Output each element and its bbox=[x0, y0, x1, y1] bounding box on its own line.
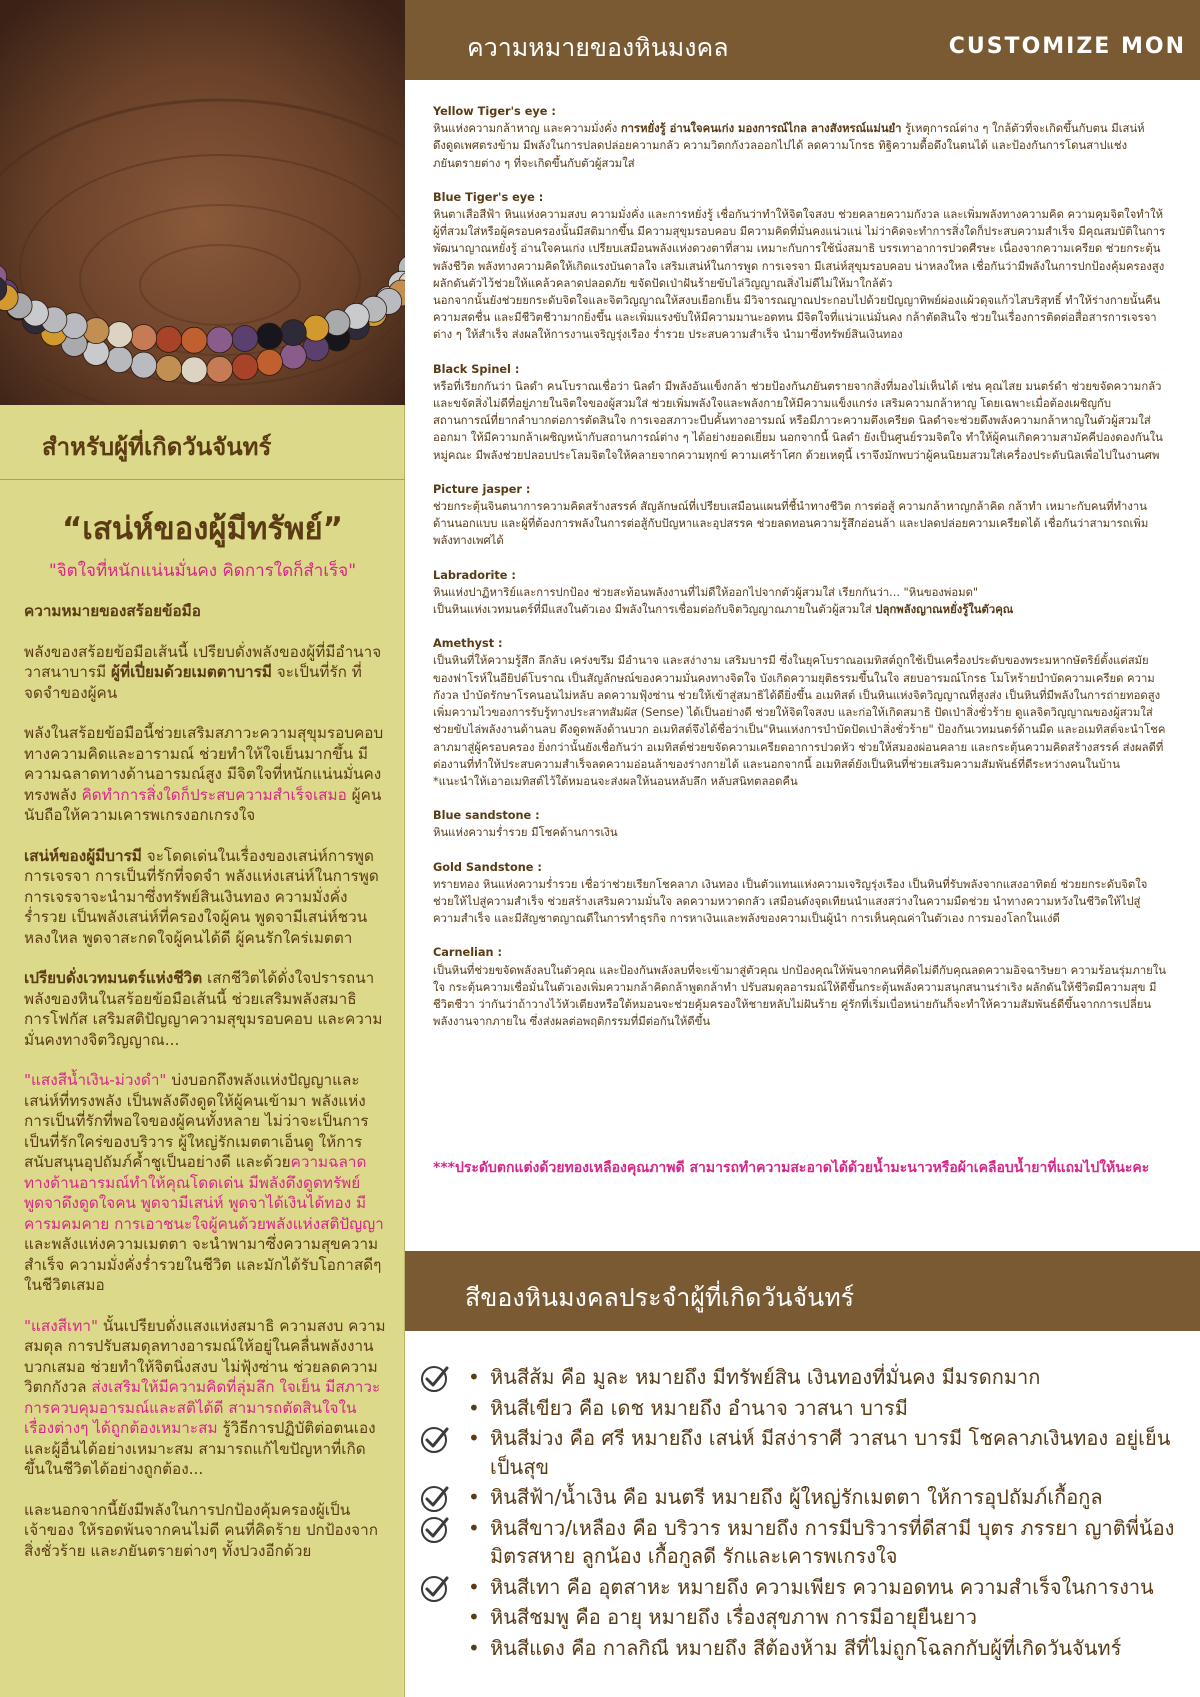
paragraph: และนอกจากนี้ยังมีพลังในการปกป้องคุ้มครองผู้เป็นเจ้าของ ให้รอดพ้นจากคนไม่ดี คนที่คิดร้าย ปกป้องจากสิ่งชั่วร้าย และภยันตรายต่างๆ ทั้งปวงอีกด้วย bbox=[24, 1500, 378, 1560]
bead bbox=[181, 357, 207, 383]
stone-name: Blue Tiger's eye : bbox=[433, 190, 544, 204]
bead bbox=[106, 322, 132, 348]
bead bbox=[257, 349, 283, 375]
color-item: • หินสีขาว/เหลือง คือ บริวาร หมายถึง การมีบริวารที่ดีสามี บุตร ภรรยา ญาติพี่น้อง มิตรสหาย ลูกน้อง เกื้อกูลดี รักและเคารพเกรงใจ bbox=[420, 1514, 1190, 1571]
stone-carnelian: Carnelian : เป็นหินที่ช่วยขจัดพลังลบในตัวคุณ และป้องกันพลังลบที่จะเข้ามาสู่ตัวคุณ ปกป้องคุณให้พ้นจากคนที่คิดไม่ดีกับคุณลดความอิจฉาริษยา ความร้อนรุ่มภายในใจ กระตุ้นความเชื่อมั่นในตัวเองเพิ่มความกล้าคิดกล้าพูดกล้าทำ ปรับสมดุลอารมณ์ให้ดีขึ้นกระตุ้นพลังความสนุกสนานร่าเริง ผลักดันให้ชีวิตมีความสุข มีชีวิตชีวา ว่ากันว่าถ้าวางไว้หัวเตียงหรือใต้หมอนจะช่วยคุ้มครองให้ชายหลับไม่ฝันร้าย คู่รักที่เริ่มเบื่อหน่ายกันก็จะทำให้ความสัมพันธ์ดีขึ้นจากการเปลี่ยนพลังงานจากภายใน ซึ่งส่งผลต่อพฤติกรรมที่มีต่อกันให้ดีขึ้น bbox=[433, 946, 1167, 1029]
bead bbox=[257, 323, 283, 349]
color-item: • หินสีม่วง คือ ศรี หมายถึง เสน่ห์ มีสง่าราศี วาสนา บารมี โชคลาภเงินทอง อยู่เย็นเป็นสุข bbox=[420, 1424, 1190, 1481]
stone-name: Gold Sandstone : bbox=[433, 860, 542, 874]
monday-panel bbox=[0, 405, 405, 1697]
paragraph: "แสงสีเทา" นั้นเปรียบดั่งแสงแห่งสมาธิ ความสงบ ความสมดุล การปรับสมดุลทางอารมณ์ให้อยู่ในคลื่นพลังงานบวกเสมอ ช่วยทำให้จิตนิ่งสงบ ไม่ฟุ้งซ่าน ช่วยลดความวิตกกังวล ส่งเสริมให้มีความคิดที่ลุ่มลึก ใจเย็น มีสภาวะการควบคุมอารมณ์และสติได้ดี สามารถตัดสินใจในเรื่องต่างๆ ได้ถูกต้องเหมาะสม รู้วิธีการปฏิบัติต่อตนเองและผู้อื่นได้อย่างเหมาะสม สามารถแก้ไขปัญหาที่เกิดขึ้นในชีวิตได้อย่างถูกต้อง... bbox=[24, 1316, 386, 1478]
paragraph: เปรียบดั่งเวทมนตร์แห่งชีวิต เสกชีวิตได้ดั่งใจปรารถนา พลังของหินในสร้อยข้อมือเส้นนี้ ช่วยเสริมพลังสมาธิ การโฟกัส เสริมสติปัญญาความสุขุมรอบคอบ และความมั่นคงทางจิตวิญญาณ... bbox=[24, 969, 383, 1049]
care-note: ***ประดับตกแต่งด้วยทองเหลืองคุณภาพดี สามารถทำความสะอาดได้ด้วยน้ำมะนาวหรือผ้าเคลือบน้ำยาที่แถมไปให้นะคะ bbox=[433, 1160, 1150, 1176]
stone-black-spinel: Black Spinel : หรือที่เรียกกันว่า นิลดำ คนโบราณเชื่อว่า นิลดำ มีพลังอันแข็งกล้า ช่วยป้องกันภยันตรายจากสิ่งที่มองไม่เห็นได้ เช่น คุณไสย มนตร์ดำ ช่วยขจัดความกลัว และขจัดสิ่งไม่ดีที่อยู่ภายในจิตใจของผู้สวมใส่ ช่วยเพิ่มพลังใจและพลังกายให้มีความแข็งแกร่ง เสริมความกล้าหาญ โดยเฉพาะเมื่อต้องเผชิญกับสถานการณ์ที่ยากลำบากต่อการตัดสินใจ การเจอสภาวะบีบคั้นทางอารมณ์ หรือมีภาวะความตึงเครียด นิลดำจะช่วยดึงพลังความกล้าหาญในตัวผู้สวมใส่ออกมา ให้มีความกล้าเผชิญหน้ากับสถานการณ์ต่าง ๆ ได้อย่างยอดเยี่ยม นอกจากนี้ นิลดำ ยังเป็นศูนย์รวมจิตใจ ทำให้ผู้คนเกิดความสามัคคีปองดองกันในหมู่คณะ มีพลังช่วยปลอบประโลมจิตใจให้คลายจากความทุกข์ ความเศร้าโศก ด้วยเหตุนี้ เราจึงมักพบว่าผู้คนนิยมสวมใส่เครื่องประดับนิลเพื่อไปในงานศพ bbox=[433, 361, 1168, 464]
bead bbox=[106, 347, 132, 373]
bead bbox=[303, 315, 329, 341]
paragraph: พลังของสร้อยข้อมือเส้นนี้ เปรียบดั่งพลังของผู้ที่มีอำนาจวาสนาบารมี ผู้ที่เปี่ยมด้วยเมตตาบารมี จะเป็นที่รัก ที่จดจำของผู้คน bbox=[24, 642, 382, 702]
brand-name: CUSTOMIZE MON bbox=[948, 34, 1186, 59]
checkmark-icon bbox=[420, 1573, 450, 1603]
colors-header bbox=[405, 1251, 1200, 1331]
paragraph: "แสงสีน้ำเงิน-ม่วงดำ" บ่งบอกถึงพลังแห่งปัญญาและเสน่ห์ที่ทรงพลัง เป็นพลังดึงดูดให้ผู้คนเข้ามา พลังแห่งการเป็นที่รักที่พอใจของผู้คนทั้งหลาย ไม่ว่าจะเป็นการเป็นที่รักใคร่ของบริวาร ผู้ใหญ่รักเมตตาเอ็นดู ให้การสนับสนุนอุปถัมภ์ค้ำชูเป็นอย่างดี และด้วยความฉลาดทางด้านอารมณ์ทำให้คุณโดดเด่น มีพลังดึงดูดทรัพย์ พูดจาดึงดูดใจคน พูดจามีเสน่ห์ พูดจาได้เงินได้ทอง มีคารมคมคาย การเอาชนะใจผู้คนด้วยพลังแห่งสติปัญญา และพลังแห่งความเมตตา จะนำพามาซึ่งความสุขความสำเร็จ ความมั่งคั่งร่ำรวยในชีวิต และมักได้รับโอกาสดีๆ ในชีวิตเสมอ bbox=[24, 1071, 384, 1294]
color-item: • หินสีเขียว คือ เดช หมายถึง อำนาจ วาสนา บารมี bbox=[420, 1394, 1190, 1423]
stone-gold-sandstone: Gold Sandstone : ทรายทอง หินแห่งความร่ำรวย เชื่อว่าช่วยเรียกโชคลาภ เงินทอง เป็นตัวแทนแห่งความเจริญรุ่งเรือง เป็นหินที่รับพลังจากแสงอาทิตย์ ช่วยยกระดับจิตใจ ช่วยให้ไปสู่ความสำเร็จ ช่วยสร้างเสริมความมั่นใจ ลดความหวาดกลัว เสมือนดังจุดเทียนนำแสงสว่างในความมืดช่วย นำทางความหวังในชีวิตให้ไปสู่ความสำเร็จ และมีสัญชาตญาณดีในการทำธุรกิจ การหาเงินและพลังของความเป็นผู้นำ การเห็นคุณค่าในตัวเอง การมองโลกในแง่ดี bbox=[433, 859, 1168, 928]
stone-blue-tigers-eye: Blue Tiger's eye : หินตาเสือสีฟ้า หินแห่งความสงบ ความมั่งคั่ง และการหยั่งรู้ เชื่อกันว่าทำให้จิตใจสงบ ช่วยคลายความกังวล และเพิ่มพลังทางความคิด ความคุมจิตใจทำให้ผู้ที่สวมใส่หรือผู้ครอบครองนั้นมีสติมากขึ้น มีความสุขุมรอบคอบ มีความคิดที่มั่นคงแน่วแน่ ไม่ว่าคิดจะทำการสิ่งใดก็ประสบความสำเร็จ มีคุณสมบัติในการพัฒนาญาณหยั่งรู้ อ่านใจคนเก่ง เปรียบเสมือนพลังแห่งดวงตาที่สาม เหมาะกับการใช้นั่งสมาธิ บรรเทาอาการปวดศีรษะ เนื่องจากความเครียด ช่วยกระตุ้นพลังชีวิต พลังทางความคิดให้เกิดแรงบันดาลใจ เสริมเสน่ห์ในการพูด การเจรจา มีเสน่ห์สุขุมรอบคอบ น่าหลงใหล เชื่อกันว่ามีพลังในการปกป้องคุ้มครองสูง ผลักดันตัวไว้ช่วยให้แคล้วคลาดปลอดภัย ขจัดปัดเป่าฝันร้ายขับไล่วิญญาณสิ่งไม่ดีไม่ให้มาใกล้ตัว นอกจากนั้นยังช่วยยกระดับจิตใจและจิตวิญญาณให้สงบเยือกเย็น มีวิจารณญาณประกอบไปด้วยปัญญาทิพย์ผ่องแผ้วดุจแก้วไสบริสุทธิ์ ทำให้ร่างกายนั้นคืนความสดชื่น และมีชีวิตชีวามากยิ่งขึ้น และเพิ่มแรงขับให้มีความมานะอดทน มีจิตใจที่แน่วแน่มั่นคง กล้าตัดสินใจ ช่วยในเรื่องการติดต่อสื่อสารการเจรจาต่าง ๆ ให้สำเร็จ ส่งผลให้การงานเจริญรุ่งเรือง ร่ำรวย ประสบความสำเร็จ นำมาซึ่งทรัพย์สินเงินทอง bbox=[433, 189, 1168, 344]
stone-blue-sandstone: Blue sandstone : หินแห่งความร่ำรวย มีโชคด้านการเงิน bbox=[433, 807, 1168, 841]
color-item: • หินสีเทา คือ อุตสาหะ หมายถึง ความเพียร ความอดทน ความสำเร็จในการงาน bbox=[420, 1573, 1190, 1602]
page-title: ความหมายของหินมงคล bbox=[467, 33, 729, 62]
stone-name: Blue sandstone : bbox=[433, 809, 540, 823]
bead bbox=[232, 326, 258, 352]
checkmark-icon bbox=[420, 1394, 450, 1424]
stone-name: Labradorite : bbox=[433, 568, 516, 582]
bracelet-description bbox=[24, 601, 386, 1581]
bracelet-photo bbox=[0, 0, 405, 405]
divider bbox=[0, 479, 405, 480]
color-item: • หินสีส้ม คือ มูละ หมายถึง มีทรัพย์สิน เงินทองที่มั่นคง มีมรดกมาก bbox=[420, 1363, 1190, 1392]
stone-picture-jasper: Picture jasper : ช่วยกระตุ้นจินตนาการความคิดสร้างสรรค์ สัญลักษณ์ที่เปรียบเสมือนแผนที่ชี้นำทางชีวิต การต่อสู้ ความกล้าหาญกล้าคิด กล้าทำ เหมาะกับคนที่ทำงานด้านนอกแบบ และผู้ที่ต้องการพลังในการต่อสู้กับปัญหาและอุปสรรค ช่วยลดทอนความรู้สึกอ่อนล้า และปลดปล่อยความเครียดได้ เชื่อกันว่าสามารถเพิ่มพลังทางเพศได้ bbox=[433, 481, 1168, 550]
bead bbox=[207, 356, 233, 382]
bracelet-subquote: "จิตใจที่หนักแน่นมั่นคง คิดการใดก็สำเร็จ" bbox=[48, 561, 357, 581]
stone-name: Amethyst : bbox=[433, 637, 503, 651]
bracelet-quote: “เสน่ห์ของผู้มีทรัพย์” bbox=[61, 511, 344, 547]
bead bbox=[131, 352, 157, 378]
bead bbox=[131, 325, 157, 351]
stone-colors-list bbox=[420, 1363, 1190, 1664]
checkmark-icon bbox=[420, 1483, 450, 1513]
bead bbox=[83, 318, 109, 344]
paragraph: พลังในสร้อยข้อมือนี้ช่วยเสริมสภาวะความสุขุมรอบคอบทางความคิดและอารามณ์ ช่วยทำให้ใจเย็นมากขึ้น มีความฉลาดทางด้านอารมณ์สูง มีจิตใจที่หนักแน่นมั่นคงทรงพลัง คิดทำการสิ่งใดก็ประสบความสำเร็จเสมอ ผู้คนนับถือให้ความเคารพเกรงอกเกรงใจ bbox=[24, 724, 384, 824]
checkmark-icon bbox=[420, 1363, 450, 1393]
color-item: • หินสีชมพู คือ อายุ หมายถึง เรื่องสุขภาพ การมีอายุยืนยาว bbox=[420, 1603, 1190, 1632]
bead bbox=[181, 327, 207, 353]
monday-title: สำหรับผู้ที่เกิดวันจันทร์ bbox=[42, 433, 272, 461]
color-item: • หินสีแดง คือ กาลกิณี หมายถึง สีต้องห้าม สีที่ไม่ถูกโฉลกกับผู้ที่เกิดวันจันทร์ bbox=[420, 1634, 1190, 1663]
meaning-heading: ความหมายของสร้อยข้อมือ bbox=[24, 602, 201, 620]
top-header bbox=[405, 0, 1200, 80]
color-item: • หินสีฟ้า/น้ำเงิน คือ มนตรี หมายถึง ผู้ใหญ่รักเมตตา ให้การอุปถัมภ์เกื้อกูล bbox=[420, 1483, 1190, 1512]
stone-name: Picture jasper : bbox=[433, 482, 531, 496]
bead bbox=[156, 326, 182, 352]
stone-yellow-tigers-eye: Yellow Tiger's eye : หินแห่งความกล้าหาญ และความมั่งคั่ง การหยั่งรู้ อ่านใจคนเก่ง มองการณ์ไกล ลางสังหรณ์แม่นยำ รู้เหตุการณ์ต่าง ๆ ใกล้ตัวที่จะเกิดขึ้นกับตน มีเสน่ห์ดึงดูดเพศตรงข้าม มีพลังในการปลดปล่อยความกลัว ความวิตกกังวลออกไปได้ ลดความโกรธ ทิฐิความดื้อดึงในตนได้ และป้องกันการโดนสาปแช่ง ภยันตรายต่าง ๆ ที่จะเกิดขึ้นกับตัวผู้สวมใส่ bbox=[433, 103, 1168, 172]
stone-name: Yellow Tiger's eye : bbox=[433, 105, 556, 118]
checkmark-icon bbox=[420, 1603, 450, 1633]
bead bbox=[280, 320, 306, 346]
stone-meanings bbox=[433, 103, 1168, 1047]
colors-title: สีของหินมงคลประจำผู้ที่เกิดวันจันทร์ bbox=[465, 1283, 855, 1312]
paragraph: เสน่ห์ของผู้มีบารมี จะโดดเด่นในเรื่องของเสน่ห์การพูดการเจรจา การเป็นที่รักที่จดจำ พลังแห่งเสน่ห์ในการพูดการเจรจาจะนำมาซึ่งทรัพย์สินเงินทอง ความมั่งคั่งร่ำรวย เป็นพลังเสน่ห์ที่ครองใจผู้คน พูดจามีเสน่ห์ชวนหลงใหล พูดจาสะกดใจผู้คนได้ดี ผู้คนรักใคร่เมตตา bbox=[24, 846, 379, 947]
checkmark-icon bbox=[420, 1514, 450, 1544]
bead bbox=[207, 327, 233, 353]
stone-amethyst: Amethyst : เป็นหินที่ให้ความรู้สึก ลึกลับ เคร่งขรึม มีอำนาจ และสง่างาม เสริมบารมี ซึ่งในยุคโบราณอเมทิสต์ถูกใช้เป็นเครื่องประดับของพระมหากษัตริย์ตั้งแต่สมัยของฟาโรห์ในอียิปต์โบราณ เป็นสัญลักษณ์ของความมั่นคงทางจิตใจ บังเกิดความยุติธรรมขึ้นในใจ สยบอารมณ์โกรธ โมโหร้ายบำบัดความเครียด ความกังวล บำบัดรักษาโรคนอนไม่หลับ ลดความฟุ้งซ่าน ช่วยให้เข้าสู่สมาธิได้ดียิ่งขึ้น อเมทิสต์ เป็นหินแห่งจิตวิญญาณที่สูงส่ง เป็นหินที่มีพลังในการถ่ายทอดสูง เพิ่มความไวของการรับรู้ทางประสาทสัมผัส (Sense) ได้เป็นอย่างดี ช่วยให้จิตใจสงบ และก่อให้เกิดสมาธิ ปัดเป่าสิ่งชั่วร้าย ดูแลจิตวิญญาณของผู้สวมใส่ช่วยขับไล่พลังงานด้านลบ ดึงดูดพลังด้านบวก อเมทิสต์จึงได้ชื่อว่าเป็น"หินแห่งการบำบัดปัดเป่าสิ่งชั่วร้าย" ป้องกันเวทมนตร์ด้านมืด และอเมทิสต์จะนำโชคลาภมาสู่ผู้ครอบครอง ยิ่งกว่านั้นยังเชื่อกันว่า อเมทิสต์ช่วยขจัดความเครียดอาการปวดหัว ช่วยให้สมองผ่อนคลาย และกระตุ้นความคิดสร้างสรรค์ ส่งผลดีที่ต่องานที่ทำให้ประสบความสำเร็จลดความอ่อนล้าของร่างกายได้ และนอกจากนี้ อเมทิสต์ยังเป็นหินที่ช่วยเสริมความสัมพันธ์ที่ดีระหว่างคนในบ้าน *แนะนำให้เอาอเมทิสต์ไว้ใต้หมอนจะส่งผลให้นอนหลับลึก หลับสนิทตลอดคืน bbox=[433, 635, 1168, 790]
stone-labradorite: Labradorite : หินแห่งปาฏิหาริย์และการปกป้อง ช่วยสะท้อนพลังงานที่ไม่ดีให้ออกไปจากตัวผู้สวมใส่ เรียกกันว่า... "หินของพ่อมด" เป็นหินแห่งเวทมนตร์ที่มีแสงในตัวเอง มีพลังในการเชื่อมต่อกับจิตวิญญาณภายในตัวผู้สวมใส่ ปลุกพลังญาณหยั่งรู้ในตัวคุณ bbox=[433, 567, 1168, 619]
bead bbox=[280, 343, 306, 369]
bead bbox=[156, 356, 182, 382]
checkmark-icon bbox=[420, 1634, 450, 1664]
stone-name: Black Spinel : bbox=[433, 362, 520, 376]
stone-name: Carnelian : bbox=[433, 946, 503, 960]
bead bbox=[232, 354, 258, 380]
checkmark-icon bbox=[420, 1424, 450, 1454]
